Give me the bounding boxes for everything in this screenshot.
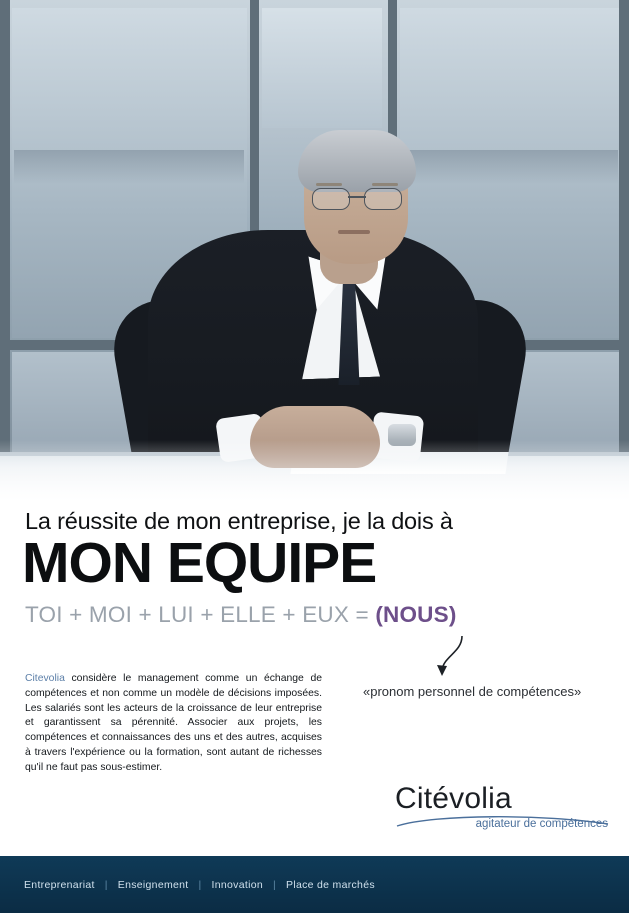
curved-arrow-icon xyxy=(432,634,472,678)
eyebrow-right xyxy=(372,183,398,186)
logo-tagline: agitateur de compétences xyxy=(475,818,608,830)
footer-item-entreprenariat[interactable]: Entreprenariat xyxy=(24,878,95,891)
footer-bar xyxy=(0,856,629,913)
logo-swoosh-icon xyxy=(395,816,610,830)
body-copy-text: considère le management comme un échange de compétences et non comme un modèle de décisions imposées. Les salariés sont les acteurs de la croissance de leur entreprise et garantissent sa pérennité. Associer aux projets, les compétences et connaissances des uns et des autres, acquises à travers l'expérience ou la formation, sont autant de richesses qu'il ne faut pas sous-estimer. xyxy=(25,673,322,773)
footer-separator: | xyxy=(104,878,108,891)
headline-subtitle: La réussite de mon entreprise, je la dois à xyxy=(25,508,453,534)
footer-item-innovation[interactable]: Innovation xyxy=(211,878,264,891)
eyebrow-left xyxy=(316,183,342,186)
logo-wordmark: Citévolia xyxy=(395,782,512,815)
footer-separator: | xyxy=(273,878,277,891)
mouth xyxy=(338,230,370,234)
eyeglass-bridge xyxy=(348,196,366,198)
photo-white-fade xyxy=(0,440,629,500)
page-title: MON EQUIPE xyxy=(22,531,377,595)
equation-line xyxy=(25,602,457,628)
equation-terms: TOI + MOI + LUI + ELLE + EUX = xyxy=(25,602,376,627)
eyeglasses-icon xyxy=(312,188,402,208)
eyeglass-lens-right xyxy=(364,188,402,210)
callout-text: «pronom personnel de compétences» xyxy=(363,684,582,699)
footer-item-list xyxy=(0,879,385,891)
eyeglass-lens-left xyxy=(312,188,350,210)
footer-separator: | xyxy=(198,878,202,891)
equation-highlight: (NOUS) xyxy=(375,602,457,627)
brand-mention: Citevolia xyxy=(25,673,65,684)
body-copy xyxy=(25,672,322,775)
footer-item-enseignement[interactable]: Enseignement xyxy=(117,878,189,891)
logo xyxy=(395,782,610,830)
footer-item-place-de-marches[interactable]: Place de marchés xyxy=(286,878,375,891)
